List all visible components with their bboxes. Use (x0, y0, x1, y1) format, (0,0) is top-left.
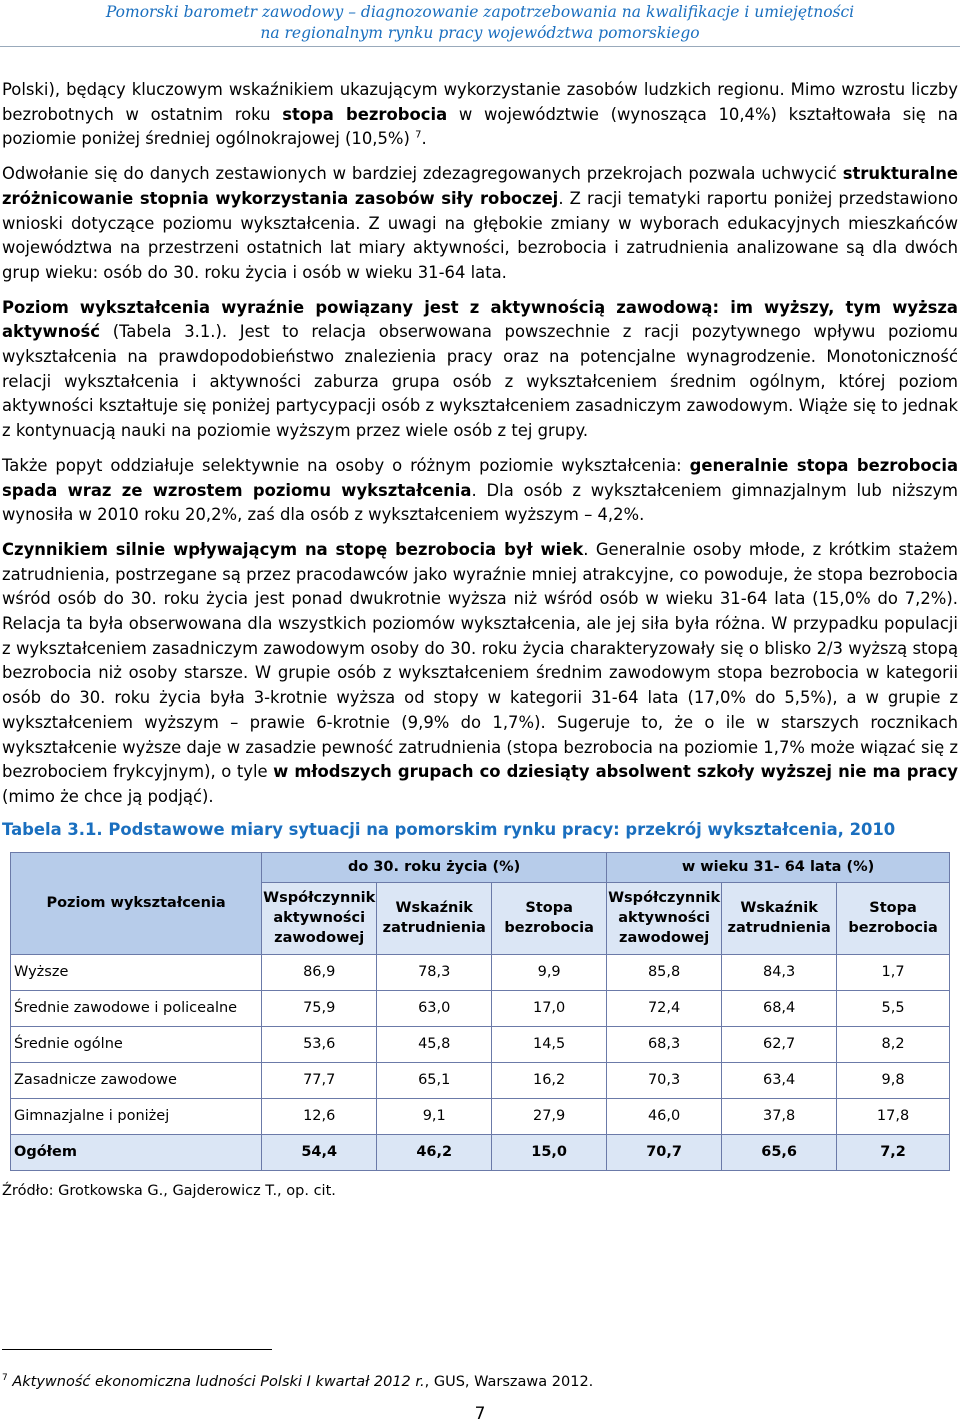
table-row (11, 990, 950, 1026)
p4-text-a: Także popyt oddziałuje selektywnie na osoby o różnym poziomie wykształcenia: (2, 455, 690, 475)
table-row (11, 1098, 950, 1134)
p5-bold-a: Czynnikiem silnie wpływającym na stopę bezrobocia był wiek (2, 539, 584, 559)
cell: 9,9 (492, 954, 607, 990)
col-header-unemployment-1: Stopa bezrobocia (492, 882, 607, 954)
paragraph-3 (2, 296, 958, 444)
p1-text-c: w województwie (wynosząca 10,4%) kształtowała się na poziomie poniżej średniej ogólnokrajowej (10,5%) (2, 104, 958, 149)
p1-bold: stopa bezrobocia (282, 104, 448, 124)
cell: 65,6 (722, 1134, 837, 1170)
cell: 12,6 (262, 1098, 377, 1134)
footnote (2, 1372, 593, 1392)
cell: 7,2 (837, 1134, 950, 1170)
col-header-employment-2: Wskaźnik zatrudnienia (722, 882, 837, 954)
footnote-divider (2, 1349, 272, 1350)
cell: 72,4 (607, 990, 722, 1026)
education-table (10, 852, 950, 1171)
p1-text-d: . (421, 129, 427, 149)
row-label: Ogółem (11, 1134, 262, 1170)
p3-table-ref: (Tabela 3.1.). (100, 322, 240, 342)
cell: 9,1 (377, 1098, 492, 1134)
header-line-2: na regionalnym rynku pracy województwa pomorskiego (260, 24, 700, 42)
page-body (2, 78, 958, 1201)
footnote-title: Aktywność ekonomiczna ludności Polski I kwartał 2012 r. (12, 1374, 425, 1390)
cell: 46,0 (607, 1098, 722, 1134)
p1-text-a: Polski), będący kluczowym wskaźnikiem ukazującym wykorzystanie zasobów ludzkich regionu. Mimo wzrostu liczby bezrobotnych w ostatnim roku (2, 80, 958, 124)
cell: 86,9 (262, 954, 377, 990)
row-label: Wyższe (11, 954, 262, 990)
cell: 84,3 (722, 954, 837, 990)
footnote-number: 7 (2, 1373, 8, 1384)
cell: 9,8 (837, 1062, 950, 1098)
footnote-ref[interactable]: 7 (415, 129, 422, 141)
paragraph-4 (2, 454, 958, 528)
col-header-activity-2: Współczynnik aktywności zawodowej (607, 882, 722, 954)
cell: 54,4 (262, 1134, 377, 1170)
header-line-1: Pomorski barometr zawodowy – diagnozowanie zapotrzebowania na kwalifikacje i umiejętności (105, 3, 855, 21)
p4-bold: generalnie stopa bezrobocia spada wraz ze wzrostem poziomu wykształcenia (2, 455, 958, 500)
cell: 5,5 (837, 990, 950, 1026)
p5-bold-c: w młodszych grupach co dziesiąty absolwent szkoły wyższej nie ma pracy (273, 762, 958, 782)
p3-text-c: Jest to relacja obserwowana powszechnie z racji pozytywnego wpływu poziomu wykształcenia na prawdopodobieństwo znalezienia pracy oraz na potencjalne wynagrodzenie. Monotoniczność relacji wykształcenia i aktywności zaburza grupa osób z wykształceniem średnim ogólnym, której poziom aktywności kształtuje się poniżej partycypacji osób z wykształceniem zasadniczym zawodowym. Wiąże się to jednak z kontynuacją nauki na poziomie wyższym przez wiele osób z tej grupy. (2, 322, 958, 441)
paragraph-2 (2, 162, 958, 286)
p4-text-c: . Dla osób z wykształceniem gimnazjalnym lub niższym wynosiła w 2010 roku 20,2%, zaś dla osób z wykształceniem wyższym – 4,2%. (2, 480, 959, 525)
cell: 65,1 (377, 1062, 492, 1098)
col-header-level: Poziom wykształcenia (11, 852, 262, 954)
cell: 62,7 (722, 1026, 837, 1062)
table-row (11, 1062, 950, 1098)
cell: 1,7 (837, 954, 950, 990)
cell: 27,9 (492, 1098, 607, 1134)
cell: 46,2 (377, 1134, 492, 1170)
p5-text-b: . Generalnie osoby młode, z krótkim stażem zatrudnienia, postrzegane są przez pracodawców jako wyraźnie mniej atrakcyjne, co powoduje, że stopa bezrobocia wśród osób do 30. roku życia jest ponad dwukrotnie wyższa niż wśród osób w wieku 31-64 lata (15,0% do 7,2%). Relacja ta była obserwowana dla wszystkich poziomów wykształcenia, ale jej siła była różna. W przypadku populacji z wykształceniem zasadniczym zawodowym osoby do 30. roku życia charakteryzowały się o blisko 2/3 wyższą stopą bezrobocia niż osoby starsze. W grupie osób z wykształceniem średnim zawodowym stopa bezrobocia w kategorii osób do 30. roku życia była 3-krotnie wyższa od stopy w kategorii 31-64 lata (17,0% do 5,5%), a w grupie z wykształceniem wyższym – prawie 6-krotnie (9,9% do 1,7%). Sugeruje to, że o ile w starszych rocznikach wykształcenie wyższe daje w zasadzie pewność zatrudnienia (stopa bezrobocia na poziomie 1,7% może wiązać się z bezrobociem frykcyjnym), o tyle (2, 539, 959, 782)
row-label: Średnie ogólne (11, 1026, 262, 1062)
table-row (11, 954, 950, 990)
cell: 14,5 (492, 1026, 607, 1062)
cell: 53,6 (262, 1026, 377, 1062)
cell: 8,2 (837, 1026, 950, 1062)
col-group-under-30: do 30. roku życia (%) (262, 852, 607, 882)
cell: 68,3 (607, 1026, 722, 1062)
row-label: Gimnazjalne i poniżej (11, 1098, 262, 1134)
cell: 16,2 (492, 1062, 607, 1098)
cell: 63,0 (377, 990, 492, 1026)
table-source: Źródło: Grotkowska G., Gajderowicz T., op. cit. (2, 1182, 336, 1199)
paragraph-1 (2, 78, 958, 152)
cell: 63,4 (722, 1062, 837, 1098)
running-header (0, 2, 960, 44)
cell: 75,9 (262, 990, 377, 1026)
table-row (11, 1026, 950, 1062)
col-header-activity-1: Współczynnik aktywności zawodowej (262, 882, 377, 954)
page-number: 7 (474, 1404, 486, 1424)
table-header-row-1 (11, 852, 950, 882)
p2-bold: strukturalne zróżnicowanie stopnia wykorzystania zasobów siły roboczej (2, 164, 958, 208)
cell: 85,8 (607, 954, 722, 990)
col-header-employment-1: Wskaźnik zatrudnienia (377, 882, 492, 954)
table-row-total (11, 1134, 950, 1170)
col-header-unemployment-2: Stopa bezrobocia (837, 882, 950, 954)
footnote-rest: , GUS, Warszawa 2012. (424, 1374, 594, 1390)
row-label: Zasadnicze zawodowe (11, 1062, 262, 1098)
paragraph-5 (2, 538, 958, 810)
cell: 15,0 (492, 1134, 607, 1170)
cell: 70,7 (607, 1134, 722, 1170)
cell: 17,0 (492, 990, 607, 1026)
cell: 45,8 (377, 1026, 492, 1062)
p3-bold: Poziom wykształcenia wyraźnie powiązany jest z aktywnością zawodową: im wyższy, tym wyższa aktywność (2, 297, 958, 342)
header-divider (0, 46, 960, 47)
table-title: Tabela 3.1. Podstawowe miary sytuacji na pomorskim rynku pracy: przekrój wykształcenia, 2010 (2, 819, 896, 839)
cell: 78,3 (377, 954, 492, 990)
row-label: Średnie zawodowe i policealne (11, 990, 262, 1026)
col-group-31-64: w wieku 31- 64 lata (%) (607, 852, 950, 882)
p2-text-a: Odwołanie się do danych zestawionych w bardziej zdezagregowanych przekrojach pozwala uchwycić (2, 164, 843, 184)
cell: 77,7 (262, 1062, 377, 1098)
cell: 68,4 (722, 990, 837, 1026)
cell: 37,8 (722, 1098, 837, 1134)
p2-text-c: . Z racji tematyki raportu poniżej przedstawiono wnioski dotyczące poziomu wykształcenia. Z uwagi na głębokie zmiany w wyborach edukacyjnych mieszkańców województwa na przestrzeni ostatnich lat miary aktywności, bezrobocia i zatrudnienia analizowane są dla dwóch grup wieku: osób do 30. roku życia i osób w wieku 31-64 lata. (2, 188, 959, 282)
cell: 17,8 (837, 1098, 950, 1134)
cell: 70,3 (607, 1062, 722, 1098)
p5-text-d: (mimo że chce ją podjąć). (2, 786, 214, 806)
